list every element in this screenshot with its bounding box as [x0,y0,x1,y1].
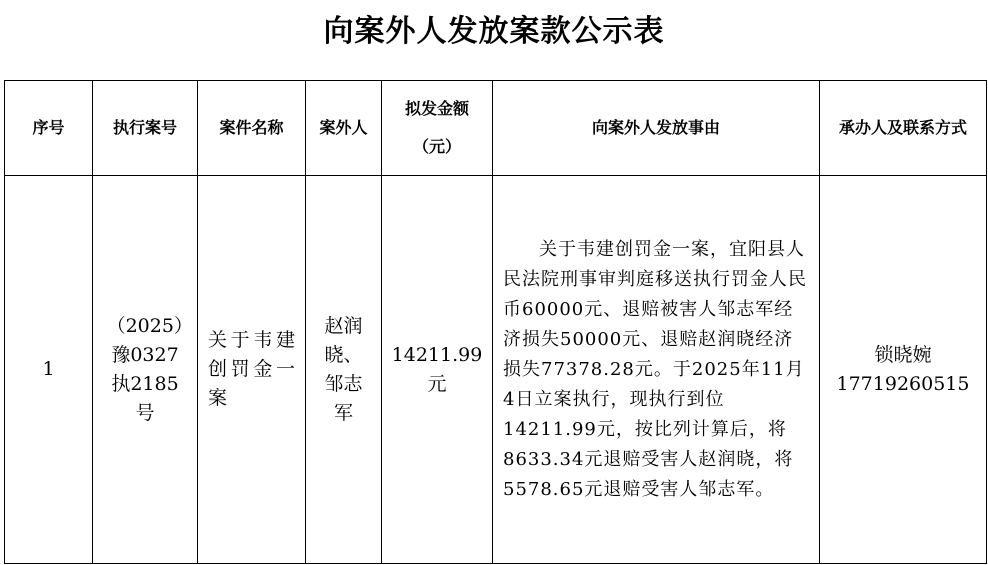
header-amount-line2: （元） [412,137,461,156]
cell-seq: 1 [5,176,93,564]
header-amount [382,81,493,176]
disbursement-table [4,80,987,564]
cell-amount: 14211.99元 [382,176,493,564]
table-row [5,176,987,564]
table-header-row [5,81,987,176]
header-contact: 承办人及联系方式 [820,81,987,176]
header-amount-line1: 拟发金额 [404,99,469,118]
reason-text: 关于韦建创罚金一案，宜阳县人民法院刑事审判庭移送执行罚金人民币60000元、退赔被害人邹志军经济损失50000元、退赔赵润晓经济损失77378.28元。于2025年11月4日立案执行，现执行到位14211.99元，按比列计算后，将8633.34元退赔受害人赵润晓，将5578.65元退赔受害人邹志军。 [503,238,807,500]
cell-case-name: 关于韦建创罚金一案 [198,176,306,564]
header-reason: 向案外人发放事由 [493,81,820,176]
header-case-no: 执行案号 [93,81,198,176]
header-seq: 序号 [5,81,93,176]
cell-contact [820,176,987,564]
header-case-name: 案件名称 [198,81,306,176]
cell-case-no: （2025）豫0327执2185号 [93,176,198,564]
cell-outsider: 赵润晓、邹志军 [306,176,382,564]
contact-name: 锁晓婉 [874,343,932,366]
contact-phone: 17719260515 [836,372,970,395]
page-title: 向案外人发放案款公示表 [323,14,665,49]
cell-reason [493,176,820,564]
header-outsider: 案外人 [306,81,382,176]
